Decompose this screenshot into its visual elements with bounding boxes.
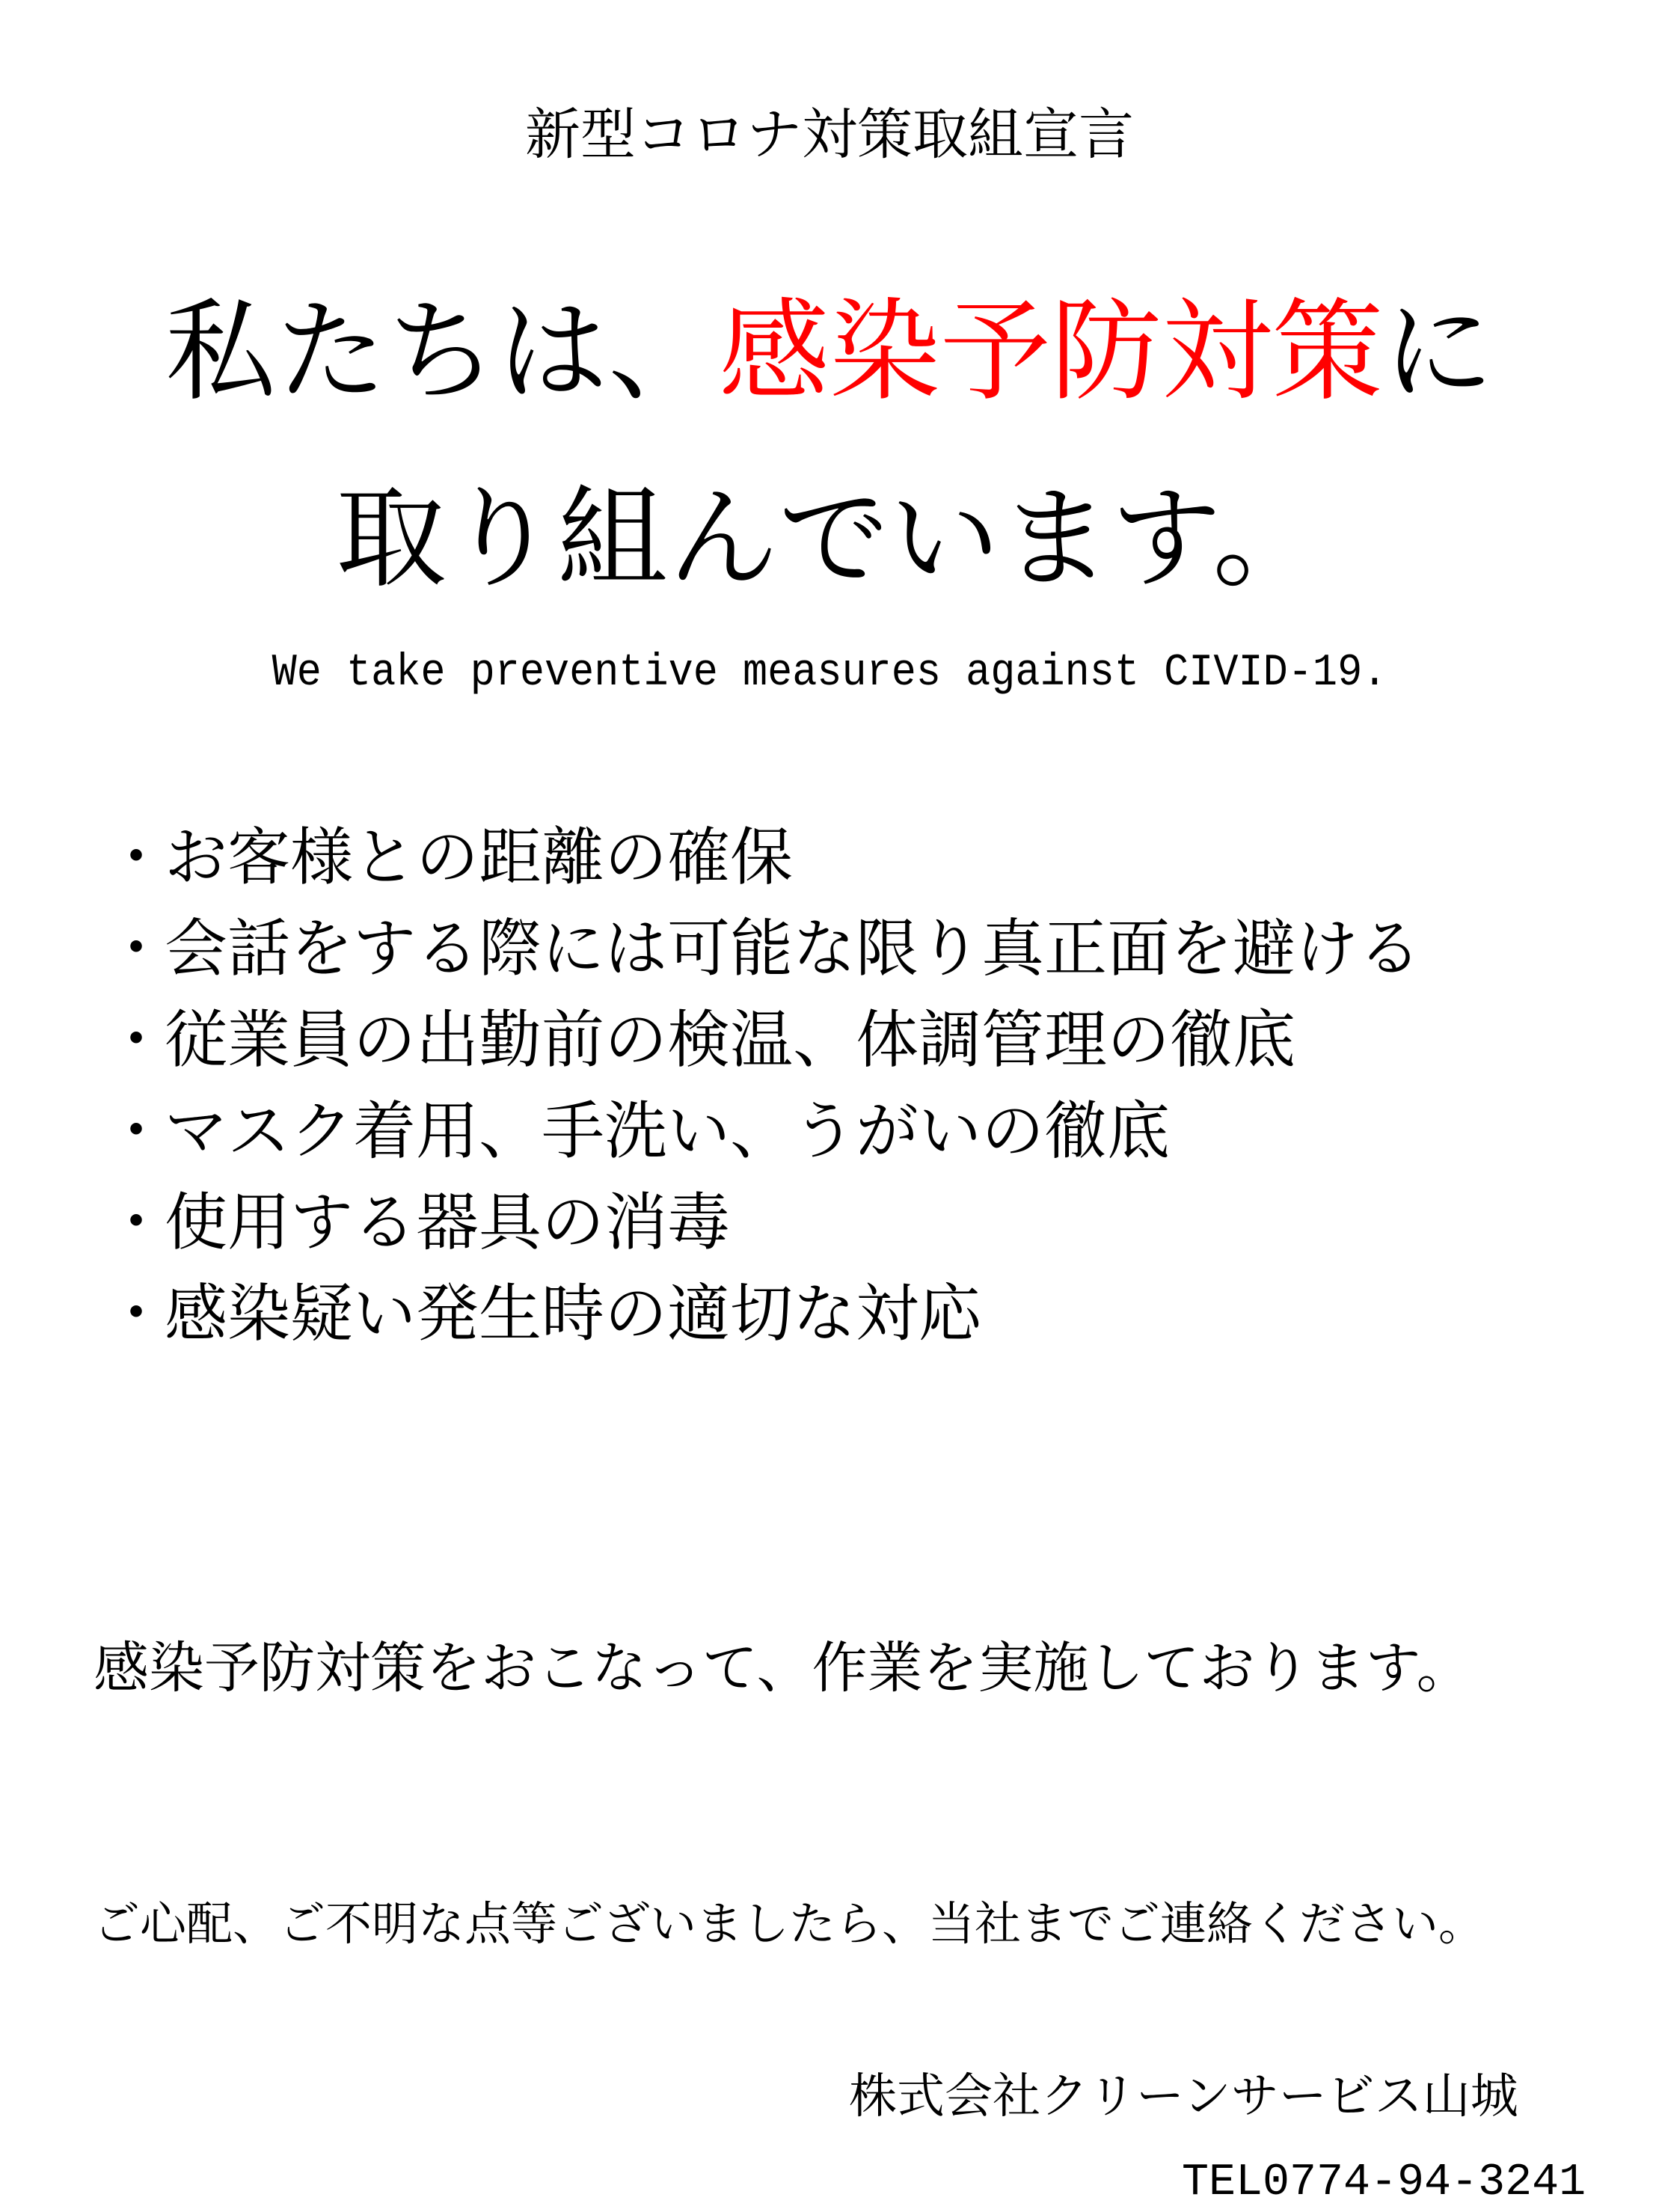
bullet-icon: ・ (105, 1186, 168, 1259)
company-name: 株式会社クリーンサービス山城 (849, 2069, 1518, 2124)
headline-suffix: に (1383, 287, 1494, 416)
bullet-icon: ・ (105, 912, 168, 985)
contact-note: ご心配、ご不明な点等ございましたら、当社までご連絡ください。 (93, 1896, 1485, 1951)
bullet-icon: ・ (105, 1003, 168, 1076)
list-item (105, 1085, 1421, 1177)
measure-text: 使用する器具の消毒 (165, 1186, 731, 1259)
list-item (105, 812, 1421, 903)
bullet-icon: ・ (105, 1277, 168, 1350)
headline-line-1 (0, 284, 1659, 419)
headline-line-2: 取り組んでいます。 (335, 474, 1324, 603)
measures-list (105, 812, 1421, 1359)
headline-prefix: 私たちは、 (165, 287, 719, 416)
bullet-icon: ・ (105, 821, 168, 894)
measure-text: お客様との距離の確保 (165, 821, 794, 894)
company-tel: TEL0774-94-3241 (1182, 2157, 1586, 2208)
page-supertitle: 新型コロナ対策取組宣言 (525, 102, 1134, 167)
headline-highlight: 感染予防対策 (719, 287, 1383, 416)
bullet-icon: ・ (105, 1094, 168, 1168)
measure-text: 感染疑い発生時の適切な対応 (165, 1277, 982, 1350)
list-item (105, 1268, 1421, 1359)
statement-text: 感染予防対策をおこなって、作業を実施しております。 (93, 1636, 1472, 1700)
english-subtitle: We take preventive measures against CIVID-19. (272, 648, 1387, 699)
list-item (105, 903, 1421, 994)
measure-text: 従業員の出勤前の検温、体調管理の徹底 (165, 1003, 1296, 1076)
list-item (105, 994, 1421, 1085)
measure-text: マスク着用、手洗い、うがいの徹底 (165, 1094, 1171, 1168)
measure-text: 会話をする際には可能な限り真正面を避ける (165, 912, 1422, 985)
list-item (105, 1177, 1421, 1268)
